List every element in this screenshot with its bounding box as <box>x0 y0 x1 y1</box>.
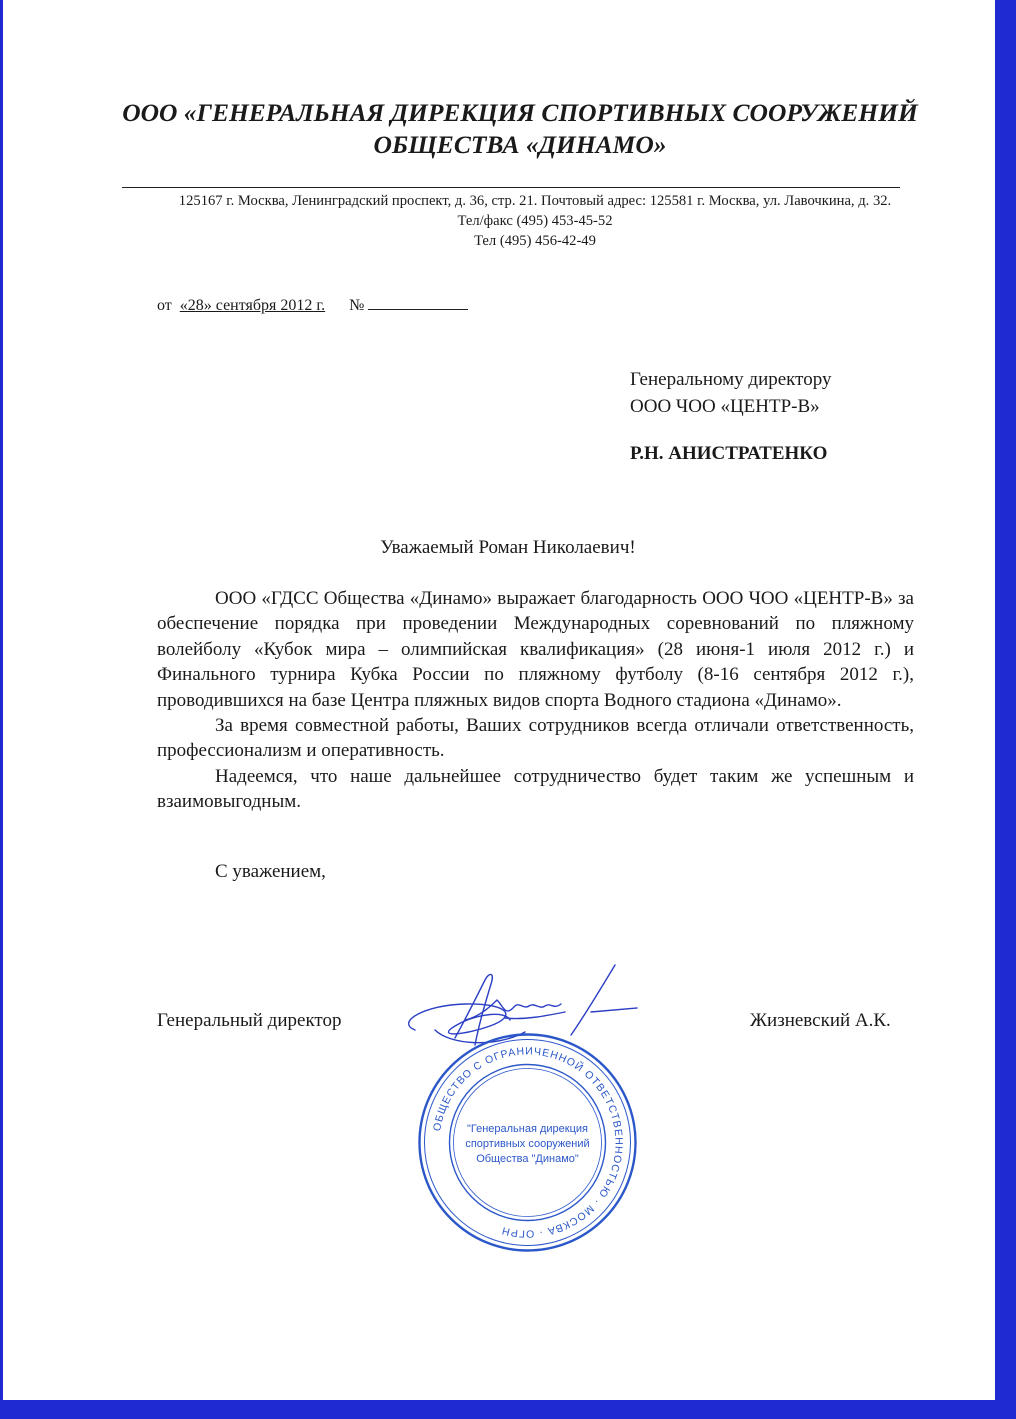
closing: С уважением, <box>215 861 326 882</box>
svg-text:Общества "Динамо": Общества "Динамо" <box>476 1153 579 1165</box>
body-paragraph-3: Надеемся, что наше дальнейшее сотрудничество будет таким же успешным и взаимовыгодным. <box>157 765 914 813</box>
letterhead-phone-fax: Тел/факс (495) 453-45-52 <box>457 213 613 229</box>
scan-frame-left <box>0 0 3 1419</box>
letterhead-phone: Тел (495) 456-42-49 <box>474 233 596 249</box>
signatory-title: Генеральный директор <box>157 1010 342 1031</box>
recipient-block <box>630 366 831 467</box>
letter-body <box>157 586 914 815</box>
letterhead-address-block <box>60 191 1010 251</box>
dateline-number-label: № <box>349 297 365 314</box>
svg-text:спортивных сооружений: спортивных сооружений <box>465 1138 590 1150</box>
recipient-position: Генеральному директору <box>630 369 832 390</box>
letterhead-divider <box>122 187 900 188</box>
dateline-date: «28» сентября 2012 г. <box>179 297 326 314</box>
recipient-company: ООО ЧОО «ЦЕНТР-В» <box>630 396 820 417</box>
scan-frame-bottom <box>0 1400 1016 1419</box>
svg-text:"Генеральная дирекция: "Генеральная дирекция <box>466 1123 589 1135</box>
letterhead-address: 125167 г. Москва, Ленинградский проспект, д. 36, стр. 21. Почтовый адрес: 125581 г. Москва, ул. Лавочкина, д. 32. <box>178 193 892 209</box>
svg-text:ОБЩЕСТВО С ОГРАНИЧЕННОЙ ОТВЕТС: ОБЩЕСТВО С ОГРАНИЧЕННОЙ ОТВЕТСТВЕННОСТЬЮ · МОСКВА · ОГРН <box>431 1045 625 1240</box>
signatory-name: Жизневский А.К. <box>750 1010 891 1031</box>
letterhead-title-line1: ООО «ГЕНЕРАЛЬНАЯ ДИРЕКЦИЯ СПОРТИВНЫХ СООРУЖЕНИЙ <box>122 98 918 127</box>
dateline-prefix: от <box>157 297 172 314</box>
company-seal-image <box>415 1030 640 1255</box>
body-paragraph-2: За время совместной работы, Ваших сотрудников всегда отличали ответственность, профессионализм и оперативность. <box>157 715 914 762</box>
dateline <box>157 295 468 315</box>
recipient-name: Р.Н. АНИСТРАТЕНКО <box>630 443 828 464</box>
letterhead-title-line2: ОБЩЕСТВА «ДИНАМО» <box>373 130 667 159</box>
letterhead-title <box>100 97 940 161</box>
greeting: Уважаемый Роман Николаевич! <box>380 537 636 558</box>
body-paragraph-1: ООО «ГДСС Общества «Динамо» выражает благодарность ООО ЧОО «ЦЕНТР-В» за обеспечение порядка при проведении Международных соревнований по пляжному волейболу «Кубок мира – олимпийская квалификация» (28 июня-1 июля 2012 г.) и Финального турнира Кубка России по пляжному футболу (8-16 сентября 2012 г.), проводившихся на базе Центра пляжных видов спорта Водного стадиона «Динамо». <box>157 588 914 711</box>
dateline-number-blank <box>368 295 468 310</box>
